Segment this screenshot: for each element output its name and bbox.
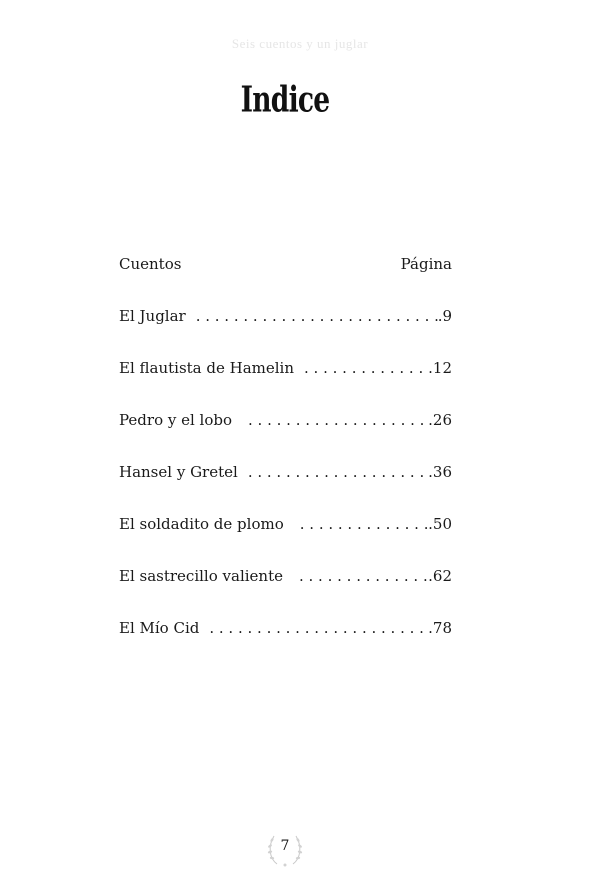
dot-leader xyxy=(248,409,428,431)
toc-entry-page: .50 xyxy=(428,515,452,533)
bleed-through-header: Seis cuentos y un juglar xyxy=(231,36,369,51)
toc-entry[interactable] xyxy=(119,305,452,357)
toc-entry[interactable] xyxy=(119,565,452,617)
dot-leader xyxy=(248,461,428,483)
dot-leader xyxy=(304,357,428,379)
toc-entry-title: El sastrecillo valiente xyxy=(119,567,283,585)
toc-entry-page: .9 xyxy=(437,307,452,325)
toc-entry[interactable] xyxy=(119,357,452,409)
toc-header xyxy=(119,253,452,275)
toc-entry-title: El Mío Cid xyxy=(119,619,200,637)
dot-leader xyxy=(299,565,428,587)
toc-entry-page: .62 xyxy=(428,567,452,585)
toc-column-page: Página xyxy=(400,255,452,273)
dot-leader xyxy=(209,617,428,639)
dot-leader xyxy=(300,513,428,535)
toc-entry-page: .26 xyxy=(428,411,452,429)
toc-entry-page: .12 xyxy=(428,359,452,377)
toc-column-stories: Cuentos xyxy=(119,255,182,273)
toc-entry[interactable] xyxy=(119,409,452,461)
page-title: Indice xyxy=(240,79,330,121)
toc-entry-title: El Juglar xyxy=(119,307,186,325)
toc-entry-title: El soldadito de plomo xyxy=(119,515,284,533)
toc-list xyxy=(119,305,452,669)
page-number: 7 xyxy=(280,838,290,854)
table-of-contents xyxy=(119,253,452,669)
toc-entry[interactable] xyxy=(119,513,452,565)
toc-entry-title: Hansel y Gretel xyxy=(119,463,238,481)
toc-entry-title: El flautista de Hamelin xyxy=(119,359,295,377)
toc-entry-title: Pedro y el lobo xyxy=(119,411,233,429)
page-footer xyxy=(0,828,600,868)
toc-entry-page: .78 xyxy=(428,619,452,637)
toc-entry-page: .36 xyxy=(428,463,452,481)
toc-entry[interactable] xyxy=(119,461,452,513)
toc-entry[interactable] xyxy=(119,617,452,669)
dot-leader xyxy=(196,305,438,327)
